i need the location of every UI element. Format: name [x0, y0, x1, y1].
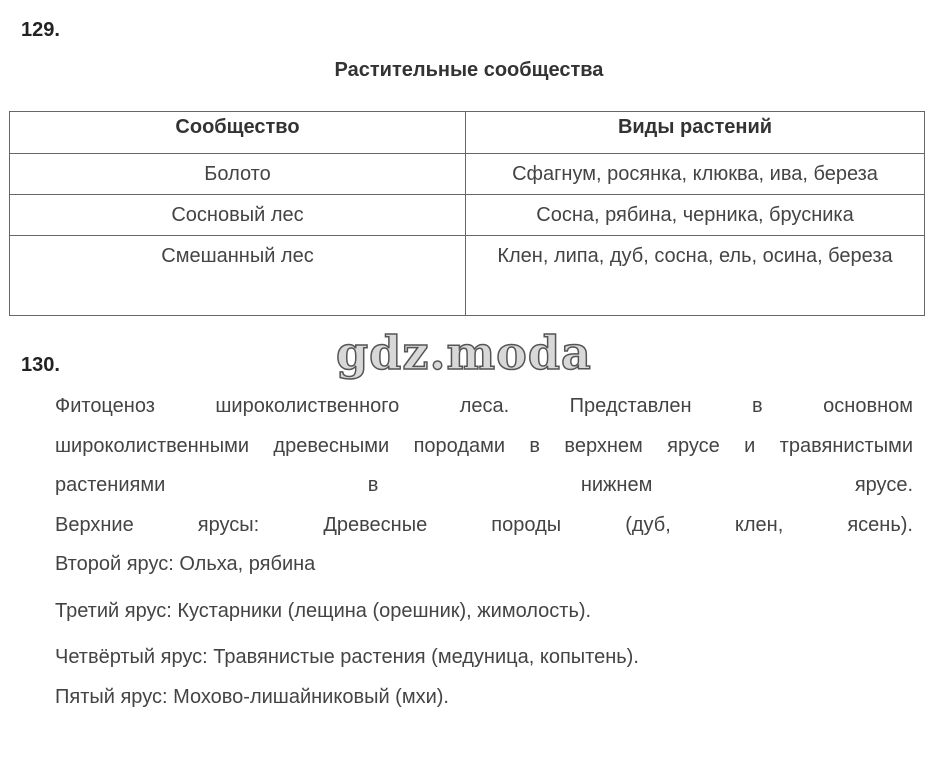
task-number-130: 130. [21, 354, 60, 376]
paragraph-line: Фитоценоз широколиственного леса. Представлен в основном [55, 395, 913, 417]
tier-line: Второй ярус: Ольха, рябина [55, 553, 316, 575]
watermark-logo: gdz.moda [336, 326, 592, 380]
table-row [10, 154, 925, 195]
tier-line: Третий ярус: Кустарники (лещина (орешник), жимолость). [55, 600, 592, 622]
paragraph-line: Верхние ярусы: Древесные породы (дуб, клен, ясень). [55, 513, 913, 536]
species-cell: Сосна, рябина, черника, брусника [466, 195, 925, 236]
table-row [10, 195, 925, 236]
column-header-community: Сообщество [10, 112, 466, 154]
table-row [10, 236, 925, 316]
plant-communities-table [9, 111, 925, 316]
column-header-species: Виды растений [466, 112, 925, 154]
table-title: Растительные сообщества [334, 59, 604, 81]
species-cell: Клен, липа, дуб, сосна, ель, осина, береза [466, 236, 925, 316]
answer-paragraph [55, 387, 913, 545]
community-cell: Болото [10, 154, 466, 195]
community-cell: Смешанный лес [10, 236, 466, 316]
paragraph-line: растениями в нижнем ярусе. [55, 474, 913, 496]
species-cell: Сфагнум, росянка, клюква, ива, береза [466, 154, 925, 195]
tier-line: Пятый ярус: Мохово-лишайниковый (мхи). [55, 686, 449, 708]
paragraph-line: широколиственными древесными породами в верхнем ярусе и травянистыми [55, 434, 913, 457]
task-number-129: 129. [21, 19, 60, 41]
community-cell: Сосновый лес [10, 195, 466, 236]
tier-line: Четвёртый ярус: Травянистые растения (медуница, копытень). [55, 646, 639, 668]
table-header-row [10, 112, 925, 154]
